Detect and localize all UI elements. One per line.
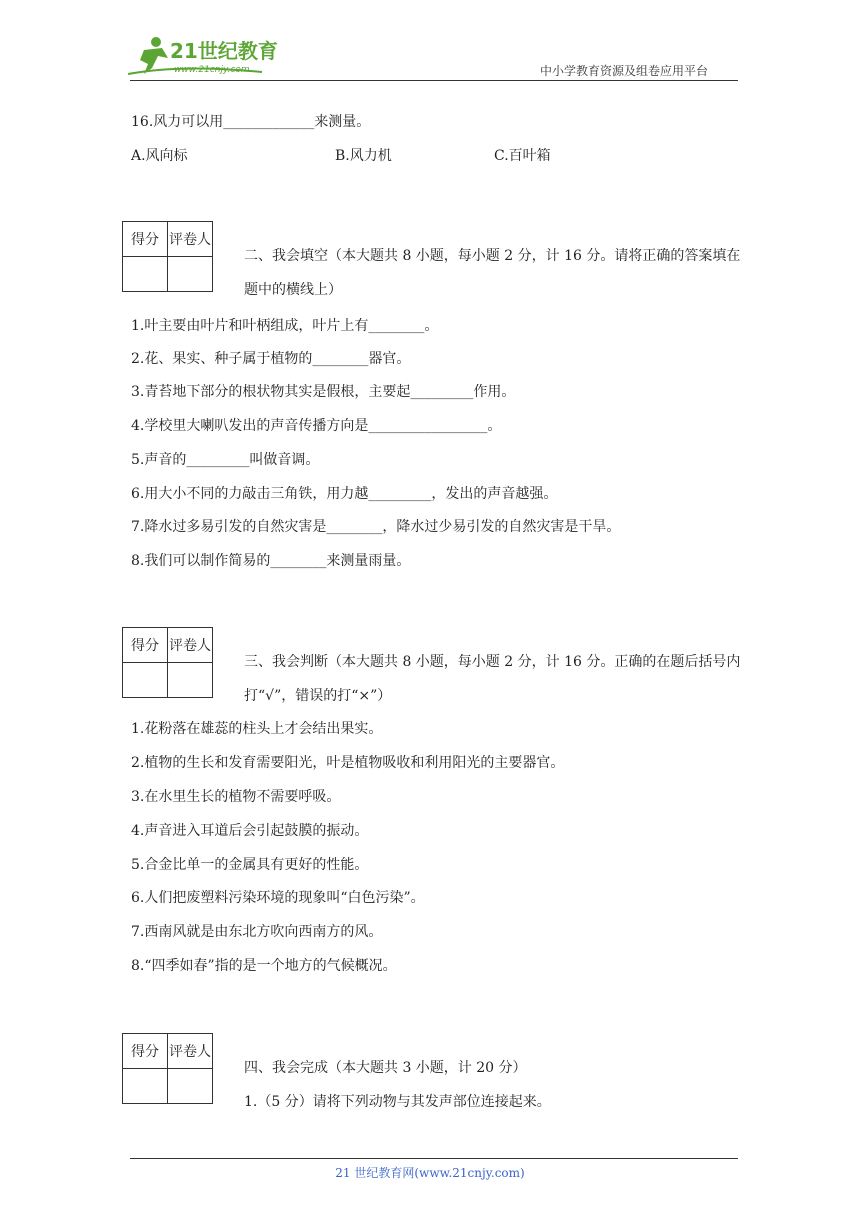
section-3-item-7: 7.西南风就是由东北方吹向西南方的风。 (131, 924, 383, 940)
grader-label: 评卷人 (168, 222, 213, 257)
section-3-item-2: 2.植物的生长和发育需要阳光，叶是植物吸收和利用阳光的主要器官。 (131, 755, 565, 771)
score-table-section-2 (122, 221, 213, 292)
header-divider (130, 80, 738, 81)
site-logo (122, 34, 292, 78)
grader-label: 评卷人 (168, 1034, 213, 1069)
question-16-option-a: A.风向标 (131, 148, 188, 164)
section-2-item-4: 4.学校里大喇叭发出的声音传播方向是_________________。 (131, 418, 502, 434)
section-3-item-5: 5.合金比单一的金属具有更好的性能。 (131, 857, 369, 873)
grader-cell[interactable] (168, 663, 213, 698)
logo-url: www.21cnjy.com (174, 65, 250, 75)
section-4-title: 四、我会完成（本大题共 3 小题，计 20 分） (244, 1060, 527, 1076)
section-4-item-1: 1.（5 分）请将下列动物与其发声部位连接起来。 (244, 1094, 551, 1110)
section-2-item-3: 3.青苔地下部分的根状物其实是假根，主要起_________作用。 (131, 384, 516, 400)
section-3-item-3: 3.在水里生长的植物不需要呼吸。 (131, 789, 341, 805)
section-2-item-5: 5.声音的_________叫做音调。 (131, 452, 320, 468)
question-16-option-b: B.风力机 (335, 148, 392, 164)
score-label: 得分 (123, 628, 168, 663)
footer-divider (130, 1158, 738, 1159)
score-table-section-3 (122, 627, 213, 698)
section-2-item-7: 7.降水过多易引发的自然灾害是________，降水过少易引发的自然灾害是干旱。 (131, 519, 621, 535)
section-2-item-6: 6.用大小不同的力敲击三角铁，用力越_________，发出的声音越强。 (131, 486, 558, 502)
section-2-item-2: 2.花、果实、种子属于植物的________器官。 (131, 351, 411, 367)
section-2-title: 二、我会填空（本大题共 8 小题，每小题 2 分，计 16 分。请将正确的答案填在题中的横线上） (244, 248, 741, 298)
section-3-item-8: 8.“四季如春”指的是一个地方的气候概况。 (131, 958, 397, 974)
grader-cell[interactable] (168, 257, 213, 292)
grader-cell[interactable] (168, 1069, 213, 1104)
section-2-item-8: 8.我们可以制作简易的________来测量雨量。 (131, 553, 411, 569)
section-3-item-1: 1.花粉落在雄蕊的柱头上才会结出果实。 (131, 721, 383, 737)
logo-title: 21世纪教育 (170, 39, 278, 63)
score-label: 得分 (123, 1034, 168, 1069)
score-cell[interactable] (123, 257, 168, 292)
header-platform-text: 中小学教育资源及组卷应用平台 (540, 64, 709, 78)
score-cell[interactable] (123, 1069, 168, 1104)
section-3-item-6: 6.人们把废塑料污染环境的现象叫“白色污染”。 (131, 890, 425, 906)
section-2-item-1: 1.叶主要由叶片和叶柄组成，叶片上有________。 (131, 318, 439, 334)
score-table-section-4 (122, 1033, 213, 1104)
runner-icon (122, 34, 292, 78)
grader-label: 评卷人 (168, 628, 213, 663)
question-16-option-c: C.百叶箱 (494, 148, 551, 164)
footer-link[interactable]: 21 世纪教育网(www.21cnjy.com) (335, 1166, 525, 1180)
score-cell[interactable] (123, 663, 168, 698)
question-16-stem: 16.风力可以用_____________来测量。 (131, 114, 371, 130)
section-3-title: 三、我会判断（本大题共 8 小题，每小题 2 分，计 16 分。正确的在题后括号内打“√”，错误的打“×”） (244, 654, 741, 704)
section-3-item-4: 4.声音进入耳道后会引起鼓膜的振动。 (131, 823, 369, 839)
score-label: 得分 (123, 222, 168, 257)
